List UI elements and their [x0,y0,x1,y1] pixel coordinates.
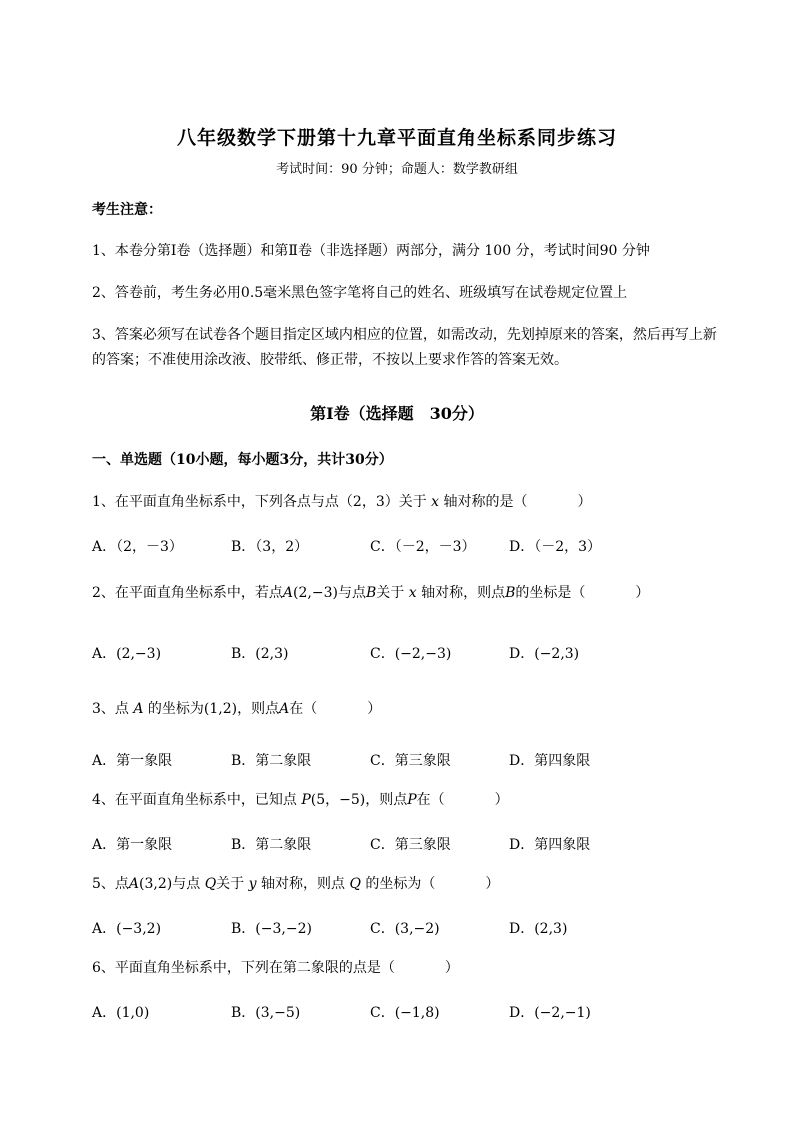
option-a[interactable]: A．第一象限 [92,837,173,853]
notice-heading: 考生注意： [92,202,162,218]
option-c[interactable]: C．第三象限 [370,753,451,769]
option-b[interactable]: B．(3,−5) [231,1005,301,1021]
options-q2 [92,643,732,663]
option-d[interactable]: D．(−2,−1) [509,1005,591,1021]
option-b[interactable]: B．（3，2） [231,539,309,555]
option-a[interactable]: A．第一象限 [92,753,173,769]
option-d[interactable]: D．(−2,3) [509,646,580,662]
option-c[interactable]: C．(−2,−3) [370,646,452,662]
question-5: 5、点A(3,2)与点 Q关于 y 轴对称，则点 Q 的坐标为（ ） [92,876,500,892]
question-2: 2、在平面直角坐标系中，若点A(2,−3)与点B关于 x 轴对称，则点B的坐标是（ ） [92,585,650,601]
options-q6 [92,1002,732,1022]
question-6: 6、平面直角坐标系中，下列在第二象限的点是（ ） [92,960,459,976]
option-c[interactable]: C．第三象限 [370,837,451,853]
option-a[interactable]: A．（2，－3） [92,539,183,555]
options-q4 [92,834,732,854]
option-b[interactable]: B．(−3,−2) [231,921,312,937]
notice-item-2: 2、答卷前，考生务必用0.5毫米黑色签字笔将自己的姓名、班级填写在试卷规定位置上 [92,285,628,301]
notice-item-1: 1、本卷分第Ⅰ卷（选择题）和第Ⅱ卷（非选择题）两部分，满分 100 分，考试时间90 分钟 [92,243,650,259]
option-d[interactable]: D．(2,3) [509,921,568,937]
notice-item-3: 3、答案必须写在试卷各个题目指定区域内相应的位置，如需改动，先划掉原来的答案，然后再写上新 [92,327,717,343]
question-1: 1、在平面直角坐标系中，下列各点与点（2，3）关于 x 轴对称的是（ ） [92,494,592,510]
option-d[interactable]: D．（－2，3） [509,539,602,555]
option-c[interactable]: C．（－2，－3） [370,539,476,555]
page-title: 八年级数学下册第十九章平面直角坐标系同步练习 [176,127,617,149]
option-a[interactable]: A．(−3,2) [92,921,162,937]
question-4: 4、在平面直角坐标系中，已知点 P(5，−5)，则点P在（ ） [92,792,509,808]
option-b[interactable]: B．(2,3) [231,646,289,662]
option-b[interactable]: B．第二象限 [231,753,312,769]
option-a[interactable]: A．(1,0) [92,1005,150,1021]
page-subtitle: 考试时间：90 分钟；命题人：数学教研组 [276,162,518,177]
options-q3 [92,750,732,770]
option-c[interactable]: C．(−1,8) [370,1005,440,1021]
section-title: 第Ⅰ卷（选择题 30分） [310,404,484,423]
option-d[interactable]: D．第四象限 [509,837,591,853]
options-q5 [92,918,732,938]
options-q1 [92,536,732,556]
option-d[interactable]: D．第四象限 [509,753,591,769]
question-3: 3、点 A 的坐标为(1,2)，则点A在（ ） [92,701,382,717]
part-heading: 一、单选题（10小题，每小题3分，共计30分） [92,452,393,468]
option-b[interactable]: B．第二象限 [231,837,312,853]
option-c[interactable]: C．(3,−2) [370,921,440,937]
notice-item-3-cont: 的答案；不准使用涂改液、胶带纸、修正带，不按以上要求作答的答案无效。 [92,352,568,368]
option-a[interactable]: A．(2,−3) [92,646,162,662]
